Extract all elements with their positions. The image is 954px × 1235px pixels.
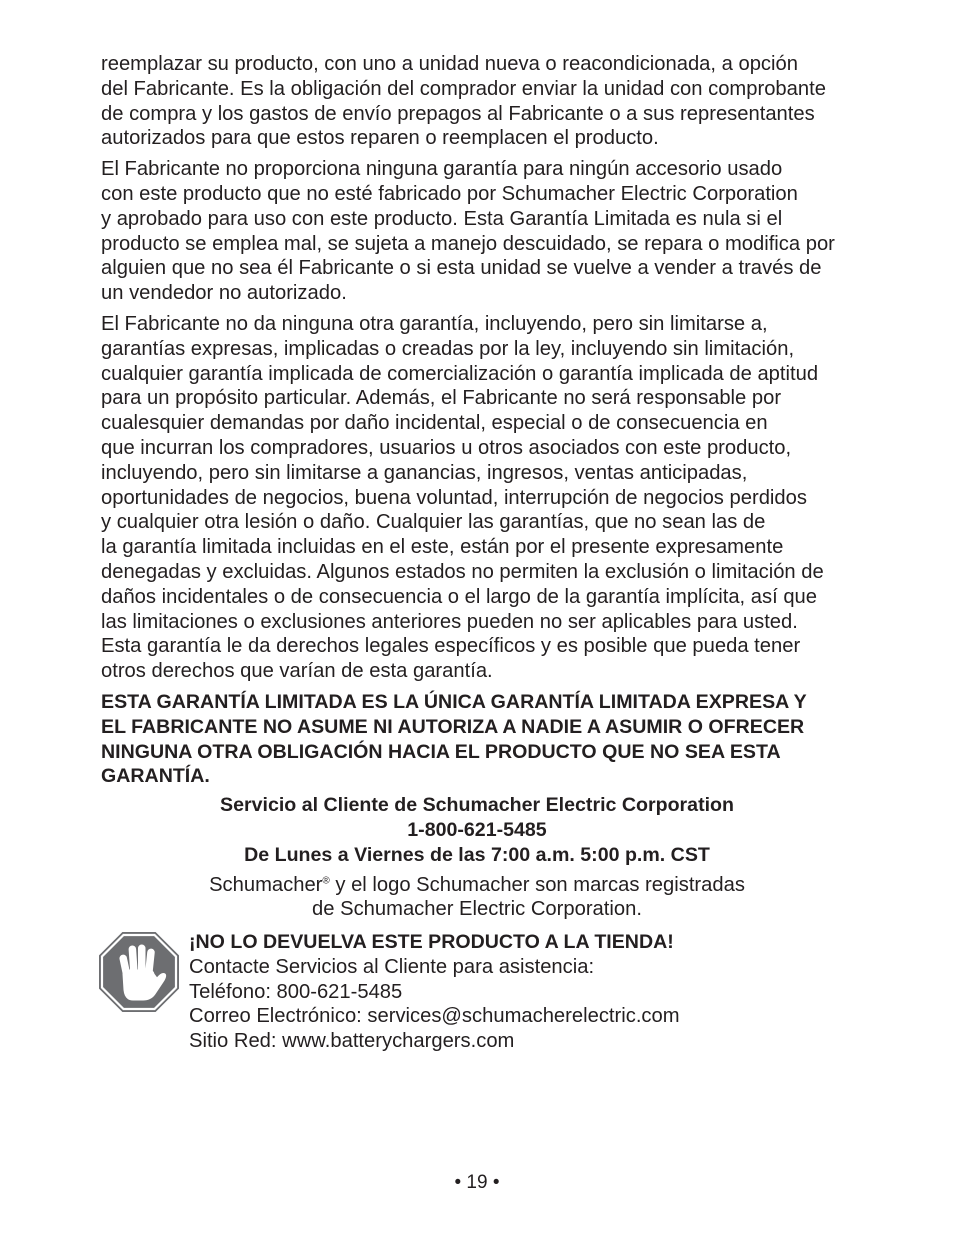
warranty-paragraph-replacement: reemplazar su producto, con uno a unidad nueva o reacondicionada, a opción del Fabricante. Es la obligación del comprador enviar la unidad con comprobante de compra y los gastos de envío prepagos al Fabricante o a sus representantes autorizados para que estos reparen o reemplacen el producto. <box>101 53 826 150</box>
exclusive-warranty-statement: ESTA GARANTÍA LIMITADA ES LA ÚNICA GARANTÍA LIMITADA EXPRESA Y EL FABRICANTE NO ASUME NI AUTORIZA A NADIE A ASUMIR O OFRECER NINGUNA OTRA OBLIGACIÓN HACIA EL PRODUCTO QUE NO SEA ESTA GARANTÍA. <box>101 690 807 788</box>
notice-email[interactable]: Correo Electrónico: services@schumacherelectric.com <box>189 1005 680 1028</box>
trademark-line2: de Schumacher Electric Corporation. <box>312 898 642 921</box>
trademark-brand: Schumacher <box>209 873 323 896</box>
customer-service-hours: De Lunes a Viernes de las 7:00 a.m. 5:00 p.m. CST <box>244 843 710 866</box>
stop-hand-icon <box>99 932 179 1012</box>
notice-website[interactable]: Sitio Red: www.batterychargers.com <box>189 1030 515 1053</box>
document-body <box>101 52 901 1060</box>
return-notice <box>101 930 901 1060</box>
notice-title: ¡NO LO DEVUELVA ESTE PRODUCTO A LA TIENDA! <box>189 931 674 954</box>
notice-phone: Teléfono: 800-621-5485 <box>189 980 403 1003</box>
notice-text <box>189 930 849 1054</box>
notice-contact: Contacte Servicios al Cliente para asistencia: <box>189 955 595 978</box>
warranty-paragraph-disclaimer: El Fabricante no da ninguna otra garantía, incluyendo, pero sin limitarse a, garantías expresas, implicadas o creadas por la ley, incluyendo sin limitación, cualquier garantía implicada de comercialización o garantía implicada de aptitud para un propósito particular. Además, el Fabricante no será responsable por cualesquier demandas por daño incidental, especial o de consecuencia en que incurran los compradores, usuarios u otros asociados con este producto, incluyendo, pero sin limitarse a ganancias, ingresos, ventas anticipadas, oportunidades de negocios, buena voluntad, interrupción de negocios perdidos y cualquier otra lesión o daño. Cualquier las garantías, que no sean las de la garantía limitada incluidas en el este, están por el presente expresamente denegadas y excluidas. Algunos estados no permiten la exclusión o limitación de daños incidentales o de consecuencia o el largo de la garantía implícita, así que las limitaciones o exclusiones anteriores pueden no ser aplicables para usted. Esta garantía le da derechos legales específicos y es posible que pueda tener otros derechos que varían de esta garantía. <box>101 312 824 683</box>
registered-mark: ® <box>322 874 330 886</box>
customer-service-title: Servicio al Cliente de Schumacher Electric Corporation <box>220 794 734 817</box>
trademark-line1-rest: y el logo Schumacher son marcas registradas <box>329 873 745 896</box>
trademark-notice <box>101 873 853 923</box>
customer-service-phone: 1-800-621-5485 <box>407 818 547 841</box>
warranty-paragraph-accessories: El Fabricante no proporciona ninguna garantía para ningún accesorio usado con este producto que no esté fabricado por Schumacher Electric Corporation y aprobado para uso con este producto. Esta Garantía Limitada es nula si el producto se emplea mal, se sujeta a manejo descuidado, se repara o modifica por alguien que no sea él Fabricante o si esta unidad se vuelve a vender a través de un vendedor no autorizado. <box>101 158 835 305</box>
customer-service-block <box>101 793 853 867</box>
page-number: • 19 • <box>454 1172 500 1193</box>
